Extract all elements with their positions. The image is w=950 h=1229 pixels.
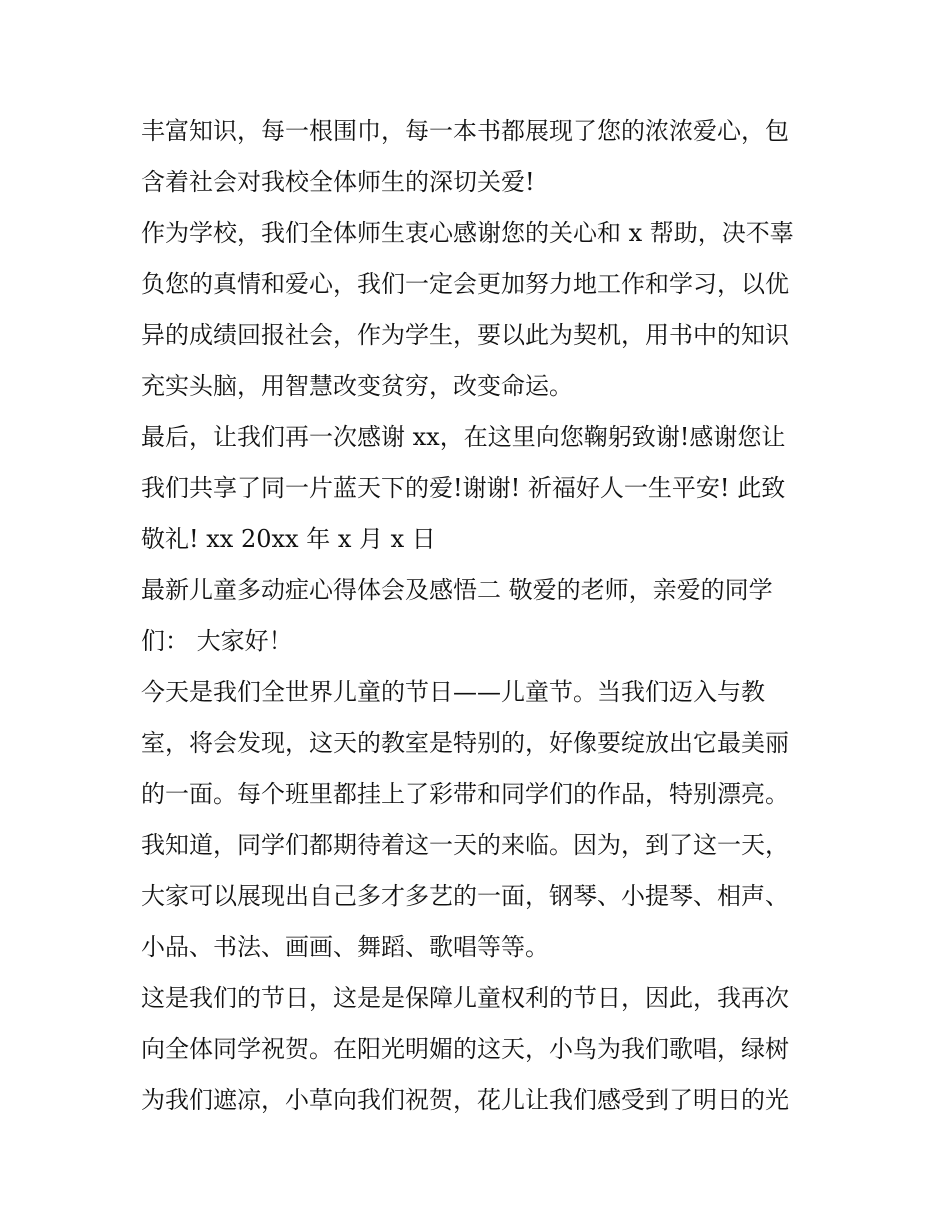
text-line-6: 充实头脑，用智慧改变贫穷，改变命运。 [141,372,573,400]
text-line-10: 最新儿童多动症心得体会及感悟二 敬爱的老师，亲爱的同学 [141,576,773,604]
text-line-19: 向全体同学祝贺。在阳光明媚的这天，小鸟为我们歌唱，绿树 [141,1035,789,1063]
text-line-8: 我们共享了同一片蓝天下的爱!谢谢! 祈福好人一生平安! 此致 [141,474,786,502]
text-line-20: 为我们遮凉，小草向我们祝贺，花儿让我们感受到了明日的光 [141,1086,789,1114]
text-line-13: 室，将会发现，这天的教室是特别的，好像要绽放出它最美丽 [141,729,789,757]
text-line-1: 丰富知识，每一根围巾，每一本书都展现了您的浓浓爱心，包 [141,117,789,145]
text-line-3: 作为学校，我们全体师生衷心感谢您的关心和 x 帮助，决不辜 [141,219,794,247]
text-line-14: 的一面。每个班里都挂上了彩带和同学们的作品，特别漂亮。 [141,780,789,808]
text-line-11: 们： 大家好！ [141,627,293,655]
text-line-17: 小品、书法、画画、舞蹈、歌唱等等。 [141,933,549,961]
text-line-5: 异的成绩回报社会，作为学生，要以此为契机，用书中的知识 [141,321,789,349]
text-line-15: 我知道，同学们都期待着这一天的来临。因为，到了这一天， [141,831,789,859]
document-body [141,106,821,1126]
text-line-4: 负您的真情和爱心，我们一定会更加努力地工作和学习，以优 [141,270,789,298]
text-line-9: 敬礼! xx 20xx 年 x 月 x 日 [141,525,436,553]
text-line-2: 含着社会对我校全体师生的深切关爱! [141,168,535,196]
text-line-12: 今天是我们全世界儿童的节日——儿童节。当我们迈入与教 [141,678,765,706]
text-line-7: 最后，让我们再一次感谢 xx，在这里向您鞠躬致谢!感谢您让 [141,423,786,451]
text-line-16: 大家可以展现出自己多才多艺的一面，钢琴、小提琴、相声、 [141,882,789,910]
text-line-18: 这是我们的节日，这是是保障儿童权利的节日，因此，我再次 [141,984,789,1012]
